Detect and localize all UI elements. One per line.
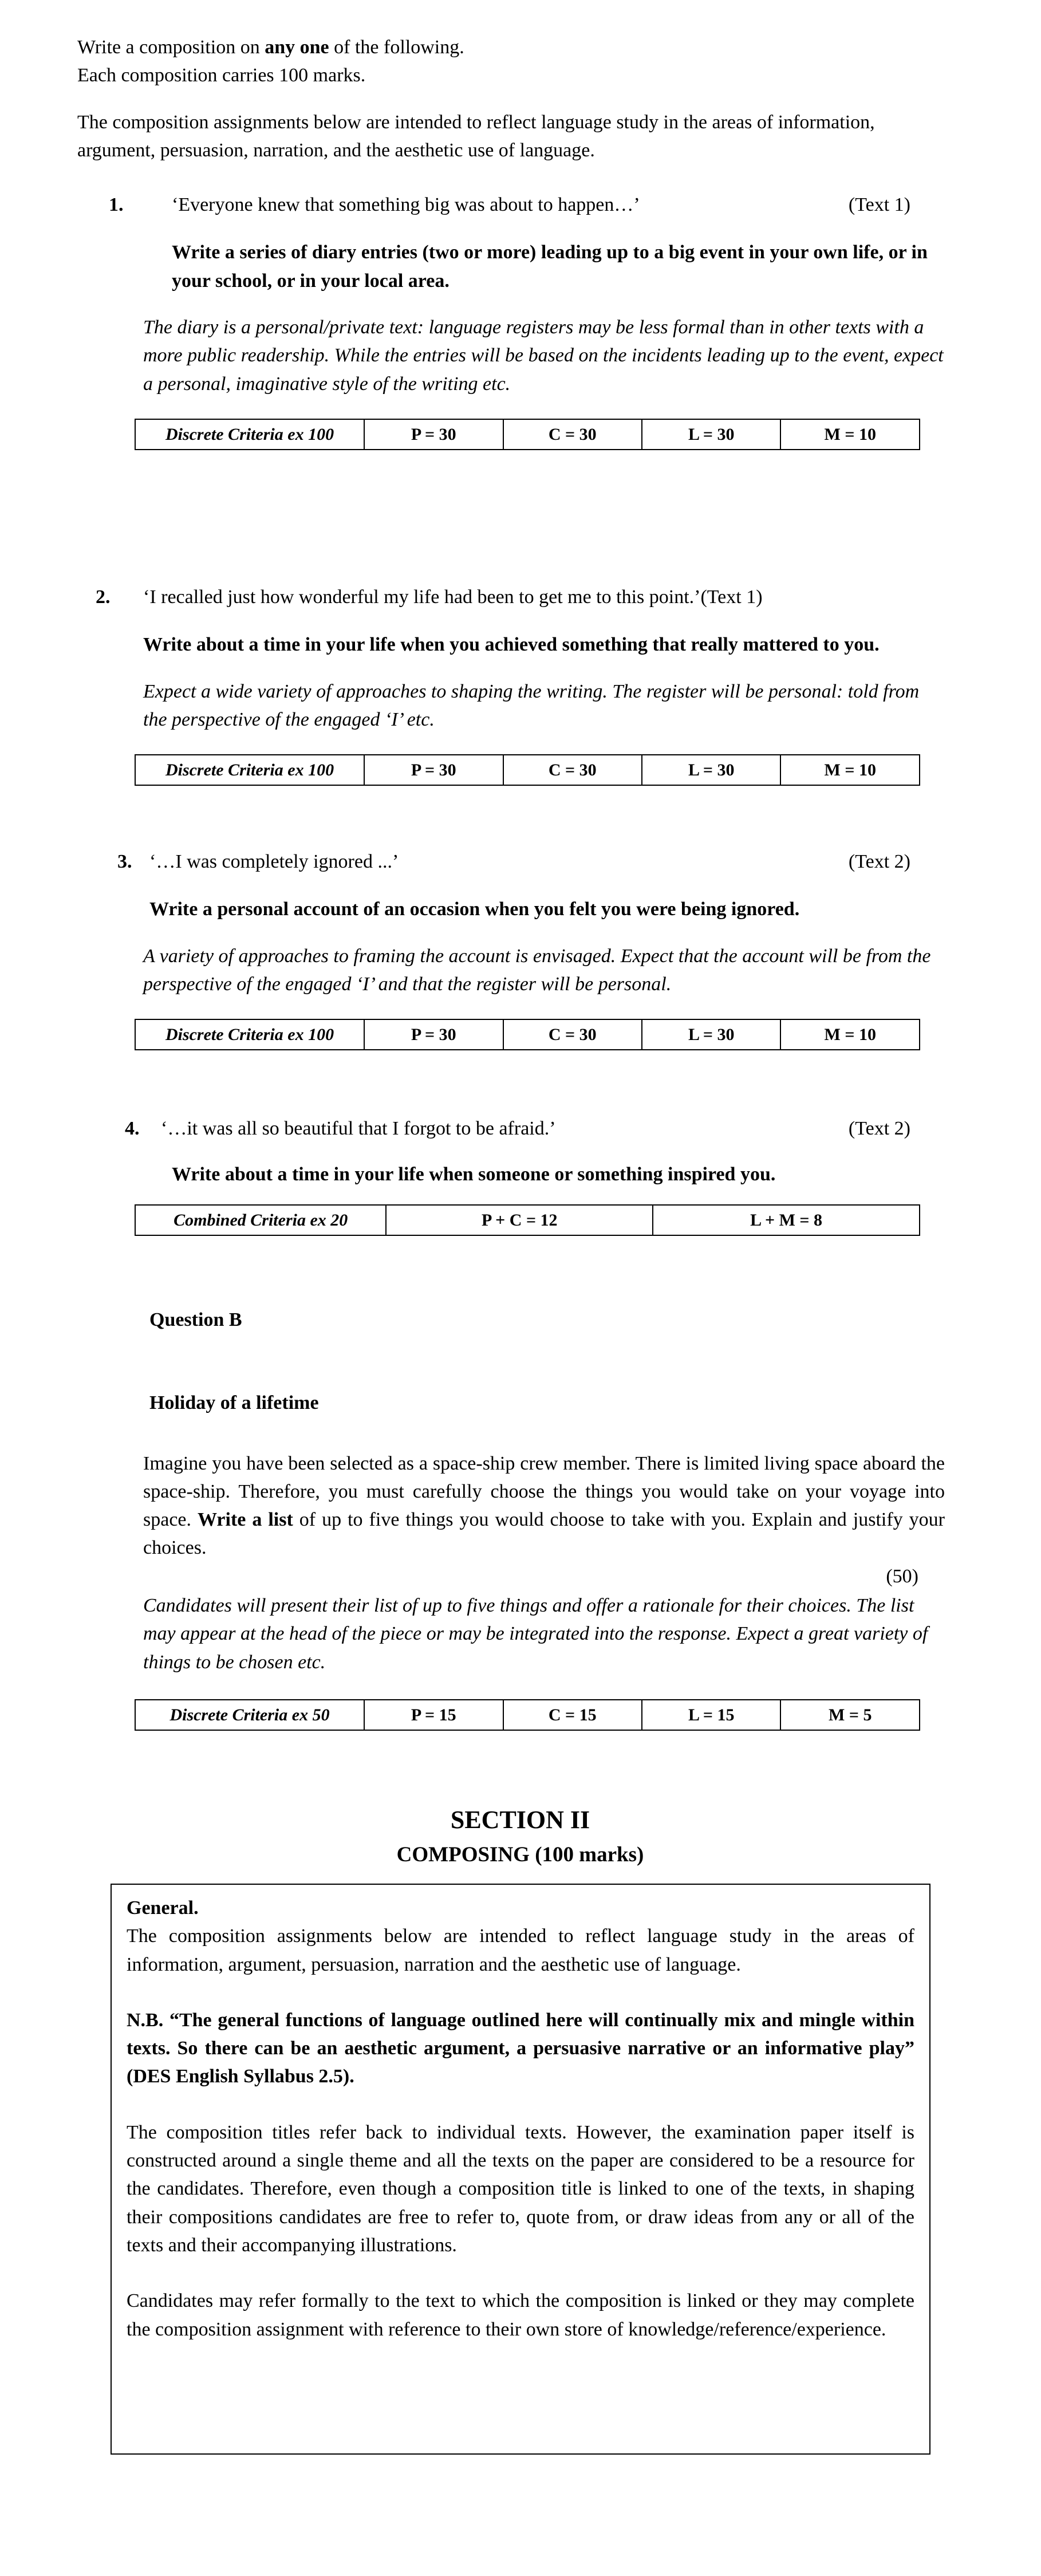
criteria-p-cell: P = 30: [364, 419, 503, 450]
criteria-c-cell: C = 30: [503, 1019, 642, 1050]
item-2-number: 2.: [96, 586, 111, 608]
item-1-task: Write a series of diary entries (two or more) leading up to a big event in your own life, or in your school, or in your local area.: [172, 242, 928, 292]
intro-line-2: Each composition carries 100 marks.: [77, 65, 366, 86]
item-4-heading: [77, 1114, 963, 1143]
section-ii: [77, 1804, 963, 2455]
table-row: [135, 755, 920, 785]
question-b-note: Candidates will present their list of up to five things and offer a rationale for their choices. The list may appear at the head of the piece or may be integrated into the response. Expect a great variety of things to be chosen etc.: [143, 1595, 928, 1673]
table-row: [135, 1019, 920, 1050]
intro-line-1-pre: Write a composition on: [77, 37, 265, 58]
item-2-quote: ‘I recalled just how wonderful my life had been to get me to this point.’: [143, 586, 701, 608]
question-b-section: [143, 1306, 963, 1731]
general-paragraph-1: The composition assignments below are intended to reflect language study in the areas of information, argument, persuasion, narration and the aesthetic use of language.: [127, 1925, 914, 1975]
intro-line-1: [77, 33, 963, 61]
item-1-quote: ‘Everyone knew that something big was about to happen…’: [172, 194, 640, 216]
question-b-paragraph: [143, 1450, 945, 1562]
criteria-l-cell: L = 30: [642, 1019, 780, 1050]
criteria-lm-cell: L + M = 8: [653, 1205, 920, 1235]
criteria-c-cell: C = 30: [503, 755, 642, 785]
item-3-quote: ‘…I was completely ignored ...’: [149, 851, 399, 873]
item-2-text-ref: (Text 1): [700, 586, 763, 608]
nb-paragraph: N.B. “The general functions of language outlined here will continually mix and mingle within texts. So there can be an aesthetic argument, a persuasive narrative or an informative play” (DES English Syllabus 2.5).: [127, 2009, 914, 2087]
criteria-m-cell: M = 10: [780, 419, 920, 450]
criteria-l-cell: L = 15: [642, 1700, 780, 1730]
question-b-marks: (50): [886, 1565, 918, 1587]
general-label: General.: [127, 1897, 199, 1919]
item-4-quote: ‘…it was all so beautiful that I forgot to be afraid.’: [161, 1118, 556, 1140]
composition-item-1: [77, 191, 963, 450]
criteria-m-cell: M = 5: [780, 1700, 920, 1730]
item-4-criteria-table: [135, 1204, 920, 1236]
item-3-heading: [77, 848, 963, 876]
item-3-text-ref: (Text 2): [848, 851, 910, 873]
question-b-para-bold: Write a list: [198, 1509, 293, 1531]
general-notes-box: [111, 1884, 930, 2455]
item-2-heading: [77, 583, 963, 611]
criteria-c-cell: C = 30: [503, 419, 642, 450]
criteria-p-cell: P = 30: [364, 1019, 503, 1050]
criteria-label-cell: Discrete Criteria ex 100: [135, 1019, 364, 1050]
criteria-pc-cell: P + C = 12: [386, 1205, 653, 1235]
intro-line-1-post: of the following.: [329, 37, 464, 58]
criteria-l-cell: L = 30: [642, 419, 780, 450]
question-b-criteria-table: [135, 1699, 920, 1731]
criteria-label-cell: Discrete Criteria ex 100: [135, 419, 364, 450]
item-2-criteria-table: [135, 754, 920, 786]
criteria-l-cell: L = 30: [642, 755, 780, 785]
table-row: [135, 1700, 920, 1730]
item-1-note: The diary is a personal/private text: language registers may be less formal than in other texts with a more public readership. While the entries will be based on the incidents leading up to the event, expect a personal, imaginative style of the writing etc.: [143, 317, 944, 395]
item-3-task: Write a personal account of an occasion when you felt you were being ignored.: [149, 899, 800, 920]
question-b-title: Holiday of a lifetime: [149, 1392, 319, 1414]
intro-line-1-bold: any one: [265, 37, 329, 58]
item-4-text-ref: (Text 2): [848, 1118, 910, 1140]
question-b-heading: Question B: [149, 1309, 242, 1330]
criteria-label-cell: Discrete Criteria ex 100: [135, 755, 364, 785]
composition-item-3: [77, 848, 963, 1050]
criteria-m-cell: M = 10: [780, 1019, 920, 1050]
table-row: [135, 1205, 920, 1235]
item-2-task: Write about a time in your life when you achieved something that really mattered to you.: [143, 634, 880, 656]
criteria-c-cell: C = 15: [503, 1700, 642, 1730]
item-3-number: 3.: [117, 851, 132, 873]
item-4-number: 4.: [125, 1118, 140, 1140]
item-3-note: A variety of approaches to framing the account is envisaged. Expect that the account will be from the perspective of the engaged ‘I’ and that the register will be personal.: [143, 945, 931, 995]
item-1-text-ref: (Text 1): [848, 194, 910, 216]
item-2-note: Expect a wide variety of approaches to shaping the writing. The register will be personal: told from the perspective of the engaged ‘I’ etc.: [143, 680, 920, 730]
item-1-number: 1.: [109, 194, 124, 216]
criteria-p-cell: P = 15: [364, 1700, 503, 1730]
intro-paragraph: The composition assignments below are intended to reflect language study in the areas of information, argument, persuasion, narration, and the aesthetic use of language.: [77, 111, 875, 161]
section-ii-subtitle: COMPOSING (100 marks): [396, 1842, 644, 1866]
question-b-para-post: of up to five things you would choose to take with you. Explain and justify your choices.: [143, 1509, 945, 1559]
item-4-task: Write about a time in your life when someone or something inspired you.: [172, 1163, 776, 1185]
criteria-m-cell: M = 10: [780, 755, 920, 785]
general-paragraph-3: Candidates may refer formally to the text to which the composition is linked or they may complete the composition assignment with reference to their own store of knowledge/reference/experience.: [127, 2290, 914, 2340]
criteria-label-cell: Combined Criteria ex 20: [135, 1205, 386, 1235]
general-paragraph-2: The composition titles refer back to individual texts. However, the examination paper itself is constructed around a single theme and all the texts on the paper are considered to be a resource for the candidates. Therefore, even though a composition title is linked to one of the texts, in shaping their compositions candidates are free to refer to, quote from, or draw ideas from any or all of the texts and their accompanying illustrations.: [127, 2121, 914, 2256]
item-1-heading: [77, 191, 963, 219]
item-3-criteria-table: [135, 1019, 920, 1050]
composition-item-4: [77, 1114, 963, 1236]
criteria-p-cell: P = 30: [364, 755, 503, 785]
question-b-para-pre: Imagine you have been selected as a space-ship crew member. There is limited living space aboard the space-ship. Therefore, you must carefully choose the things you would take on your voyage into space.: [143, 1452, 945, 1531]
composition-item-2: [77, 583, 963, 786]
item-1-criteria-table: [135, 419, 920, 450]
criteria-label-cell: Discrete Criteria ex 50: [135, 1700, 364, 1730]
table-row: [135, 419, 920, 450]
section-ii-title: SECTION II: [450, 1805, 590, 1834]
